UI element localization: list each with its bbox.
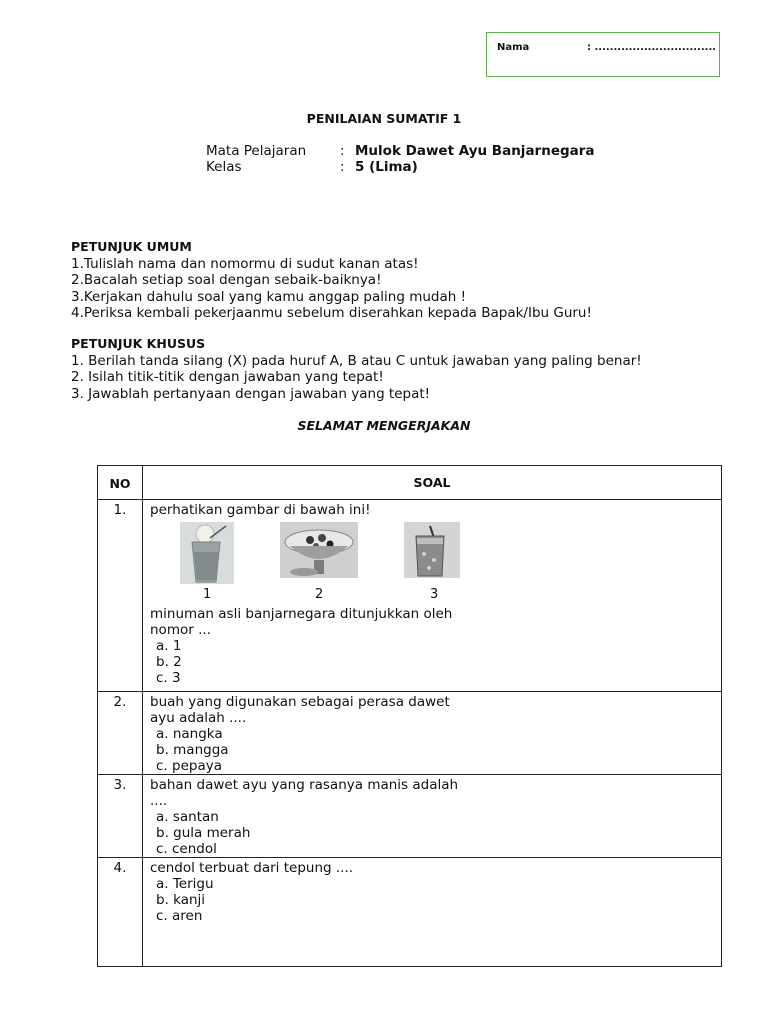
answer-option[interactable]: c. aren — [156, 908, 203, 924]
juice-glass-image — [180, 522, 234, 584]
question-intro: perhatikan gambar di bawah ini! — [150, 502, 371, 518]
specific-instructions-heading: PETUNJUK KHUSUS — [71, 336, 206, 351]
question-cell — [143, 692, 722, 775]
question-number: 3. — [98, 775, 143, 858]
subject-value: Mulok Dawet Ayu Banjarnegara — [355, 143, 595, 159]
question-stem: minuman asli banjarnegara ditunjukkan oleh — [150, 606, 453, 622]
table-row — [98, 775, 722, 858]
question-number: 2. — [98, 692, 143, 775]
table-header-row — [98, 466, 722, 500]
image-caption: 3 — [430, 587, 439, 602]
general-instructions-heading: PETUNJUK UMUM — [71, 239, 192, 254]
greeting: SELAMAT MENGERJAKAN — [297, 418, 471, 433]
subject-row — [206, 143, 595, 159]
question-images — [150, 518, 721, 606]
question-cell — [143, 775, 722, 858]
question-table — [97, 465, 722, 967]
table-row — [98, 858, 722, 967]
specific-instructions — [71, 336, 642, 402]
subject-key: Mata Pelajaran — [206, 143, 307, 159]
dessert-bowl-image — [280, 522, 358, 578]
question-cell — [143, 858, 722, 967]
answer-options — [150, 638, 721, 686]
answer-option[interactable]: a. Terigu — [156, 876, 214, 892]
answer-option[interactable]: b. mangga — [156, 742, 229, 758]
question-stem: cendol terbuat dari tepung .... — [150, 860, 354, 876]
page-title: PENILAIAN SUMATIF 1 — [306, 111, 462, 126]
image-caption: 2 — [315, 587, 324, 602]
image-caption: 1 — [203, 587, 212, 602]
name-label: Nama — [497, 42, 530, 53]
header-no: NO — [98, 466, 143, 500]
answer-option[interactable]: b. kanji — [156, 892, 206, 908]
general-instruction-item: 3.Kerjakan dahulu soal yang kamu anggap paling mudah ! — [71, 288, 467, 305]
question-stem: buah yang digunakan sebagai perasa dawet — [150, 694, 450, 710]
ice-drink-image — [404, 522, 460, 578]
answer-option[interactable]: a. nangka — [156, 726, 223, 742]
answer-options — [150, 809, 721, 857]
table-row — [98, 692, 722, 775]
answer-option[interactable]: c. pepaya — [156, 758, 222, 774]
class-key: Kelas — [206, 159, 242, 175]
answer-option[interactable]: b. 2 — [156, 654, 182, 670]
general-instructions — [71, 239, 592, 322]
class-row — [206, 159, 595, 175]
answer-option[interactable]: c. cendol — [156, 841, 217, 857]
answer-option[interactable]: b. gula merah — [156, 825, 251, 841]
answer-option[interactable]: c. 3 — [156, 670, 181, 686]
answer-options — [150, 876, 721, 924]
header-soal: SOAL — [143, 466, 722, 500]
class-colon: : — [340, 159, 345, 175]
question-number: 4. — [98, 858, 143, 967]
question-stem: ayu adalah .... — [150, 710, 247, 726]
question-number: 1. — [98, 500, 143, 692]
specific-instruction-item: 2. Isilah titik-titik dengan jawaban yang tepat! — [71, 369, 384, 385]
specific-instruction-item: 1. Berilah tanda silang (X) pada huruf A, B atau C untuk jawaban yang paling benar! — [71, 352, 642, 369]
general-instruction-item: 1.Tulislah nama dan nomormu di sudut kanan atas! — [71, 255, 419, 272]
answer-option[interactable]: a. 1 — [156, 638, 182, 654]
subject-info — [206, 143, 595, 175]
question-cell — [143, 500, 722, 692]
question-stem: nomor ... — [150, 622, 211, 638]
subject-colon: : — [340, 143, 345, 159]
question-stem: .... — [150, 793, 168, 809]
question-stem: bahan dawet ayu yang rasanya manis adalah — [150, 777, 459, 793]
general-instruction-item: 2.Bacalah setiap soal dengan sebaik-baiknya! — [71, 272, 382, 288]
specific-instruction-item: 3. Jawablah pertanyaan dengan jawaban yang tepat! — [71, 385, 431, 402]
general-instruction-item: 4.Periksa kembali pekerjaanmu sebelum diserahkan kepada Bapak/Ibu Guru! — [71, 305, 592, 321]
name-box — [486, 32, 720, 77]
name-field[interactable]: : ................................ — [587, 42, 717, 53]
answer-options — [150, 726, 721, 774]
table-row — [98, 500, 722, 692]
answer-option[interactable]: a. santan — [156, 809, 219, 825]
class-value: 5 (Lima) — [355, 159, 418, 175]
